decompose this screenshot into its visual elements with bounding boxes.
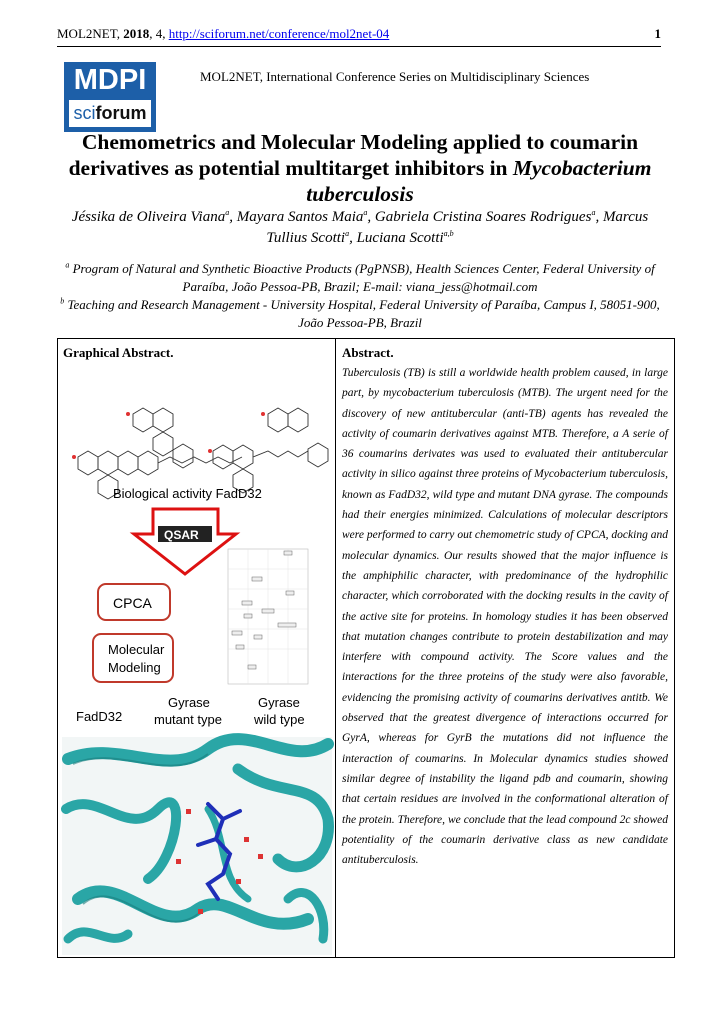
author-name: Luciana Scotti (356, 230, 444, 246)
author-name: Mayara Santos Maia (236, 209, 364, 225)
graphical-abstract-figure (58, 339, 335, 957)
logo-brand: MDPI (73, 64, 147, 96)
logo-sub-suffix: forum (95, 103, 147, 123)
cpca-scatter-plot (228, 549, 308, 684)
author-affiliation-mark: a,b (443, 229, 454, 238)
biological-activity-label: Biological activity FadD32 (113, 486, 262, 501)
gyrase-wild-label-1: Gyrase (258, 695, 300, 710)
gyrase-wild-label-2: wild type (254, 712, 305, 727)
author-separator: , (229, 209, 237, 225)
fadd32-label: FadD32 (76, 709, 123, 724)
page-number: 1 (654, 26, 661, 41)
author-separator: , (349, 230, 357, 246)
paper-title (56, 129, 664, 207)
author-affiliation-mark: a (345, 229, 350, 238)
cpca-label: CPCA (113, 595, 152, 611)
author-name: Gabriela Cristina Soares Rodrigues (374, 209, 592, 225)
affiliation-a (56, 260, 664, 296)
conference-series: MOL2NET, International Conference Series on Multidisciplinary Sciences (200, 69, 590, 84)
column-divider (335, 339, 336, 957)
gyrase-mutant-label-1: Gyrase (168, 695, 210, 710)
logo-subtitle (69, 100, 151, 127)
author-affiliation-mark: a (591, 208, 596, 217)
affiliation-mark: a (65, 260, 70, 270)
protein-ribbon-image (62, 737, 332, 955)
molecular-modeling-label-2: Modeling (108, 660, 161, 675)
author-affiliation-mark: a (363, 208, 368, 217)
author-name: Marcus Tullius Scotti (266, 209, 649, 246)
title-species: Mycobacterium tuberculosis (306, 156, 652, 206)
author-name: Jéssika de Oliveira Viana (71, 209, 226, 225)
author-list (56, 207, 664, 249)
abstract-table (57, 338, 675, 958)
journal-volume: , 4, (149, 26, 166, 41)
qsar-label: QSAR (164, 528, 199, 542)
abstract-heading: Abstract. (342, 345, 394, 360)
molecular-modeling-label-1: Molecular (108, 642, 165, 657)
affiliation-b (56, 296, 664, 332)
abstract-text: Tuberculosis (TB) is still a worldwide health problem caused, in large part, by mycobacterium tuberculosis (MTB). The urgent need for the discovery of new antitubercular (anti-TB) agents has revealed the activity of coumarin derivatives against MTB. Therefore, a A serie of 36 coumarins derivates was used to evaluated their antitubercular activity in silico against three proteins of Mycobacterium tuberculosis, known as FadD32, wild type and mutant DNA gyrase. The compounds had their energies minimized. Calculations of molecular descriptors were performed to carry out chemometric study of CPCA, docking and molecular dynamics. Our results showed that the major influence is the amphiphilic character, with predominance of the hydrophilic character, which corroborated with the docking results in the cavity of the active site for proteins. In homology studies it has been observed that mutation changes contribute to protein destabilization and may interfere with compound activity. The Score values and the interactions for the three proteins of the study were also favorable, evidencing the promising activity of coumarins derivatives antitb. We observed that the greatest divergence of interactions occurred for GyrA, whereas for GyrB the mutations did not influence the interaction of coumarins. In Molecular dynamics studies showed similar degree of instability the ligand pdb and coumarin, showing that certain residues are involved in the conformational alteration of the protein. Therefore, we conclude that the lead compound 2c showed potentiality of the coumarin derivative class as new candidate antituberculosis. (342, 367, 668, 867)
author-separator: , (595, 209, 603, 225)
title-main: Chemometrics and Molecular Modeling applied to coumarin derivatives as potential multitarget inhibitors in (68, 130, 639, 180)
running-header (57, 26, 661, 47)
mdpi-sciforum-logo (64, 62, 156, 132)
affiliation-text: Program of Natural and Synthetic Bioactive Products (PgPNSB), Health Sciences Center, Federal University of Paraíba, João Pessoa-PB, Brazil; E-mail: viana_jess@hotmail.com (69, 261, 655, 294)
gyrase-mutant-label-2: mutant type (154, 712, 222, 727)
conference-link[interactable]: http://sciforum.net/conference/mol2net-04 (168, 26, 390, 41)
affiliation-text: Teaching and Research Management - University Hospital, Federal University of Paraíba, Campus I, 58051-900, João Pessoa-PB, Brazil (64, 297, 660, 330)
logo-sub-prefix: sci (73, 103, 96, 123)
author-separator: , (367, 209, 375, 225)
journal-year: 2018 (123, 26, 150, 41)
affiliation-mark: b (60, 296, 65, 306)
author-affiliation-mark: a (225, 208, 230, 217)
journal-name: MOL2NET, (57, 26, 120, 41)
affiliations (56, 260, 664, 332)
graphical-abstract-heading: Graphical Abstract. (63, 345, 174, 360)
